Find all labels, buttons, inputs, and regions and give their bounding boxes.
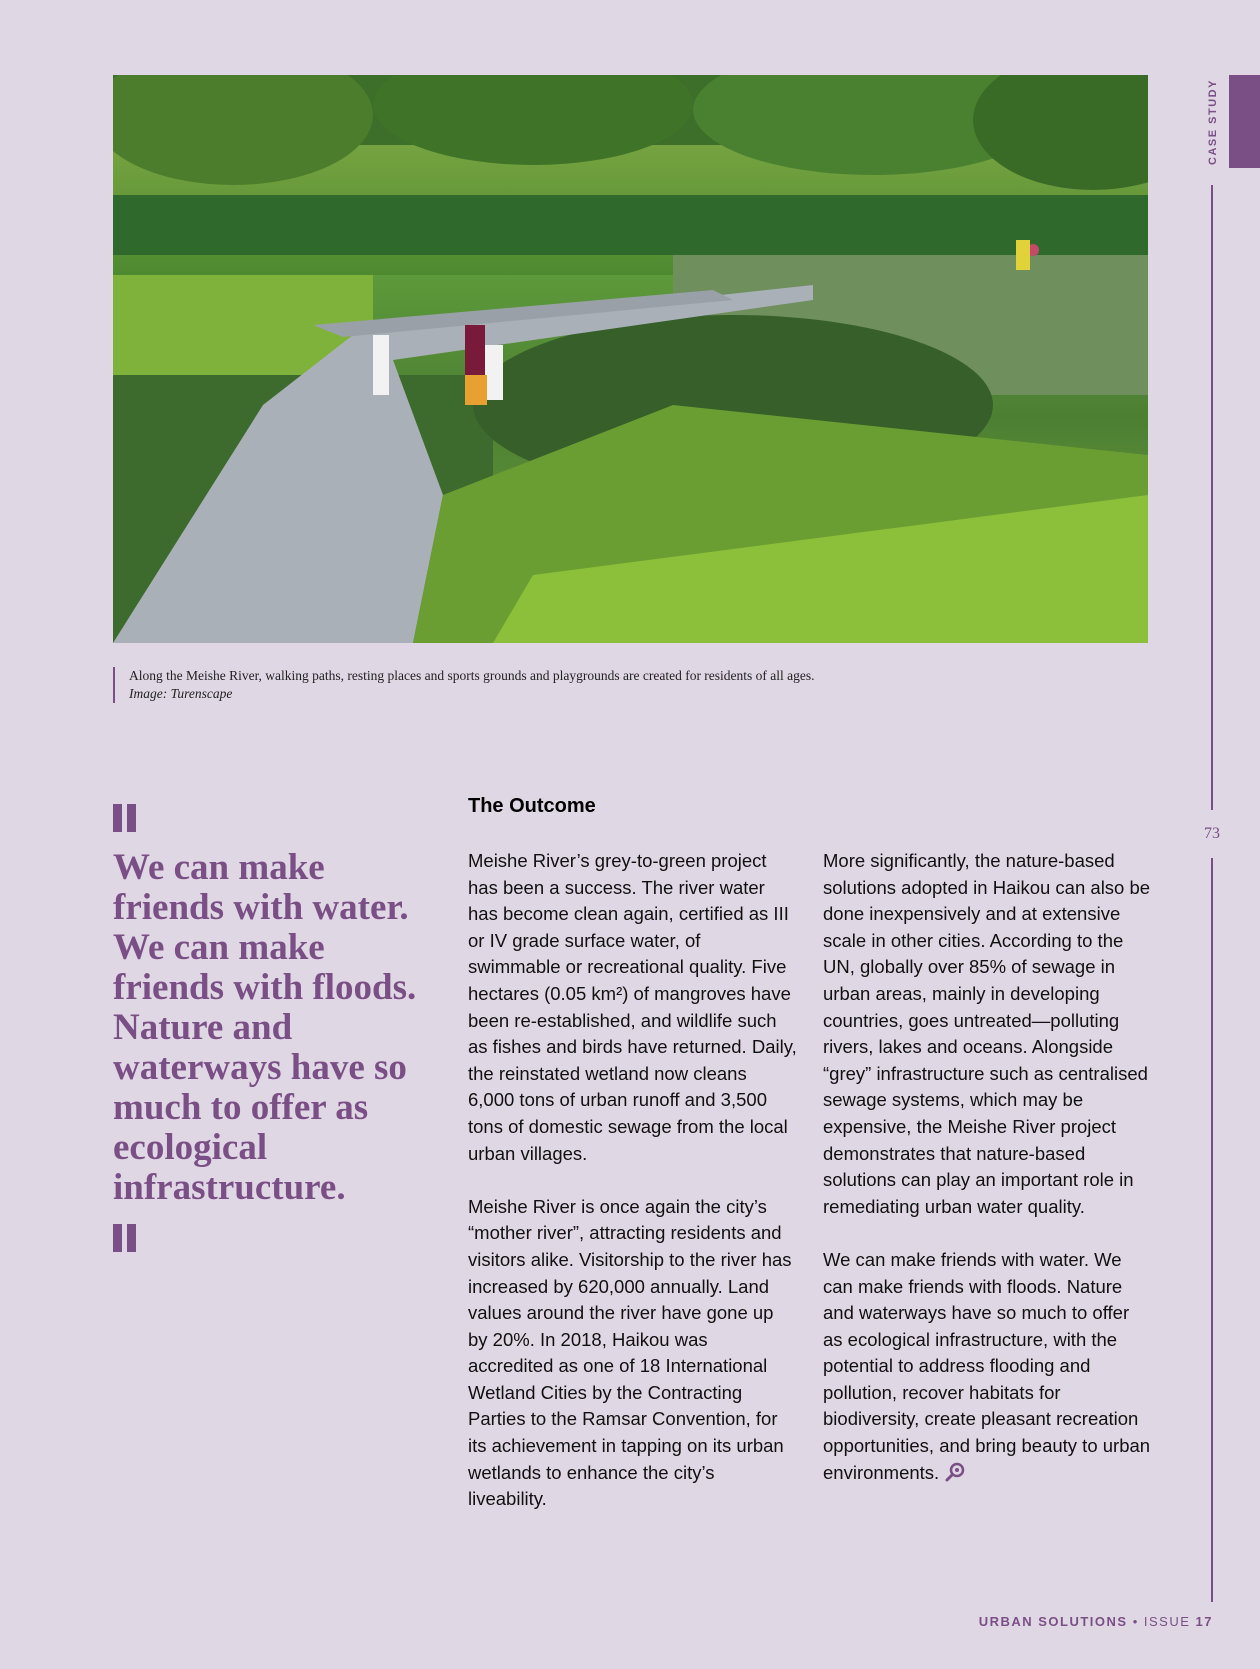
page-footer <box>979 1614 1213 1629</box>
section-heading: The Outcome <box>468 795 596 817</box>
quote-close-icon <box>113 1224 137 1252</box>
pull-quote: We can make friends with water. We can make friends with floods. Nature and waterways have so much to offer as ecological infrastructure. <box>113 847 417 1208</box>
margin-rule-top <box>1211 185 1213 810</box>
margin-rule-bottom <box>1211 858 1213 1602</box>
article-column-1 <box>468 848 798 1539</box>
issue-number: 17 <box>1195 1614 1213 1629</box>
paragraph: Meishe River’s grey-to-green project has been a success. The river water has become clean again, certified as III or IV grade surface water, of swimmable or recreational quality. Five hectares (0.05 km²) of mangroves have been re-established, and wildlife such as fishes and birds have returned. Daily, the reinstated wetland now cleans 6,000 tons of urban runoff and 3,500 tons of domestic sewage from the local urban villages. <box>468 850 797 1164</box>
magnifier-end-icon <box>945 1462 965 1482</box>
publication-name: URBAN SOLUTIONS <box>978 1614 1128 1629</box>
wetland-photo <box>113 75 1148 643</box>
photo-caption <box>113 667 1164 703</box>
section-label <box>1205 75 1221 168</box>
paragraph: Meishe River is once again the city’s “mother river”, attracting residents and visitors alike. Visitorship to the river has increased by 620,000 annually. Land values around the river have gone up by 20%. In 2018, Haikou was accredited as one of 18 International Wetland Cities by the Contracting Parties to the Ramsar Convention, for its achievement in tapping on its urban wetlands to enhance the city’s liveability. <box>468 1195 792 1510</box>
photo-illustration <box>113 75 1148 643</box>
footer-separator: • <box>1132 1614 1139 1629</box>
issue-label: ISSUE <box>1143 1614 1191 1629</box>
section-tab <box>1229 75 1260 168</box>
quote-open-icon <box>113 804 137 832</box>
paragraph-text: We can make friends with water. We can make friends with floods. Nature and waterways have so much to offer as ecological infrastructure, with the potential to address flooding and pollution, recover habitats for biodiversity, create pleasant recreation opportunities, and bring beauty to urban environments. <box>823 1248 1151 1483</box>
paragraph <box>823 1247 1153 1486</box>
caption-text: Along the Meishe River, walking paths, resting places and sports grounds and playgrounds are created for residents of all ages. <box>129 668 815 683</box>
photo-credit: Image: Turenscape <box>129 686 233 701</box>
page-number: 73 <box>1204 825 1220 842</box>
section-label-text: CASE STUDY <box>1207 78 1219 165</box>
article-column-2 <box>823 848 1153 1513</box>
paragraph: More significantly, the nature-based solutions adopted in Haikou can also be done inexpensively and at extensive scale in other cities. According to the UN, globally over 85% of sewage in urban areas, mainly in developing countries, goes untreated—polluting rivers, lakes and oceans. Alongside “grey” infrastructure such as centralised sewage systems, which may be expensive, the Meishe River project demonstrates that nature-based solutions can play an important role in remediating urban water quality. <box>823 850 1151 1217</box>
